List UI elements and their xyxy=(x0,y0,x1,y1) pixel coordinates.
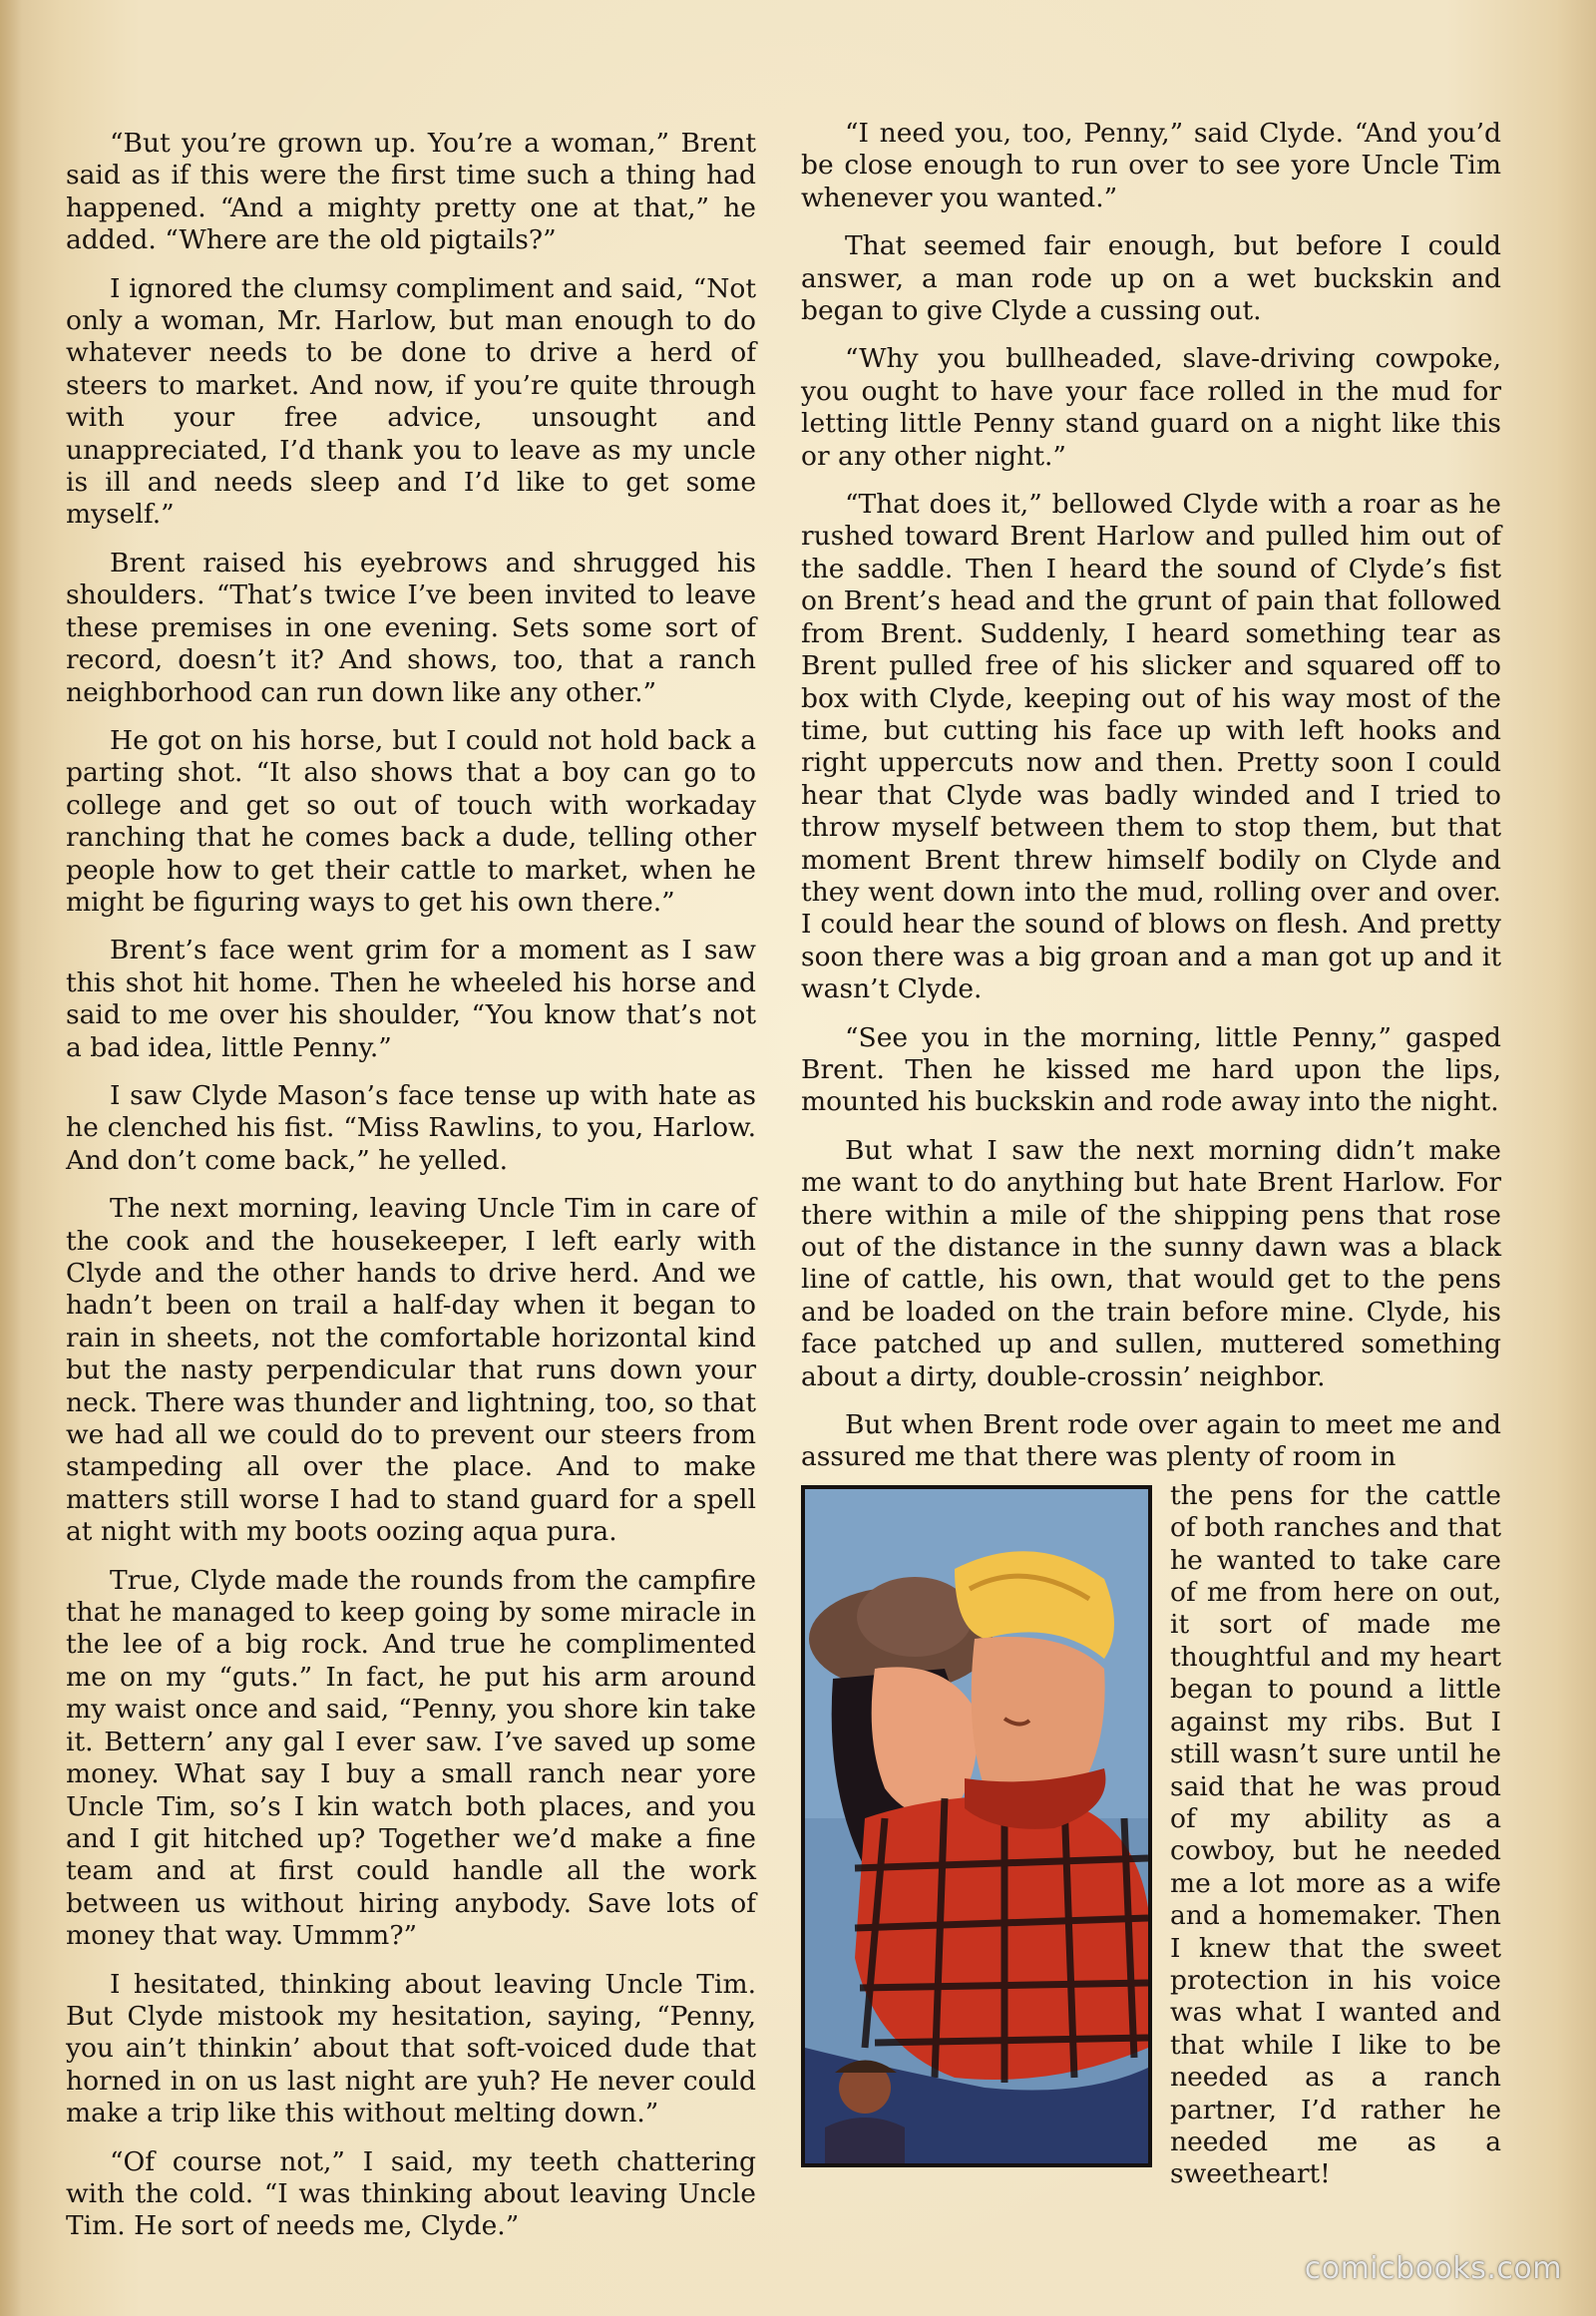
right-text-column xyxy=(801,118,1501,2191)
wrapped-paragraph: the pens for the cattle of both ranches and that he wanted to take care of me from here on out, it sort of made me thoughtful and my heart began to pound a little against my ribs. But I still wasn’t sure until he said that he was proud of my ability as a cowboy, but he needed me a lot more as a wife and a homemaker. Then I knew that the sweet protection in his voice was what I wanted and that while I like to be needed as a ranch partner, I’d rather he needed me as a sweetheart! xyxy=(1170,1479,1501,2190)
paragraph: “That does it,” bellowed Clyde with a roar as he rushed toward Brent Harlow and pulled him out of the saddle. Then I heard the sound of Clyde’s fist on Brent’s head and the grunt of pain that followed from Brent. Suddenly, I heard something tear as Brent pulled free of his slicker and squared off to box with Clyde, keeping out of his way most of the time, but cutting his face up with left hooks and right uppercuts now and then. Pretty soon I could hear that Clyde was badly winded and I tried to throw myself between them to stop them, but that moment Brent threw himself bodily on Clyde and they went down into the mud, rolling over and over. I could hear the sound of blows on flesh. And pretty soon there was a big groan and a man got up and it wasn’t Clyde. xyxy=(801,489,1501,1005)
watermark: comicbooks.com xyxy=(1304,2251,1562,2286)
paragraph: “Of course not,” I said, my teeth chattering with the cold. “I was thinking about leaving Uncle Tim. He sort of needs me, Clyde.” xyxy=(66,2145,756,2242)
kissing-couple-illustration xyxy=(801,1485,1152,2167)
paragraph: “I need you, too, Penny,” said Clyde. “And you’d be close enough to run over to see yore Uncle Tim whenever you wanted.” xyxy=(801,118,1501,213)
paragraph: True, Clyde made the rounds from the campfire that he managed to keep going by some miracle in the lee of a big rock. And true he complimented me on my “guts.” In fact, he put his arm around my waist once and said, “Penny, you shore kin take it. Bettern’ any gal I ever saw. I’ve saved up some money. What say I buy a small ranch near yore Uncle Tim, so’s I kin watch both places, and you and I git hitched up? Together we’d make a fine team and at first could handle all the work between us without hiring anybody. Save lots of money that way. Ummm?” xyxy=(66,1564,756,1952)
paragraph: Brent’s face went grim for a moment as I saw this shot hit home. Then he wheeled his horse and said to me over his shoulder, “You know that’s not a bad idea, little Penny.” xyxy=(66,935,756,1063)
paragraph: Brent raised his eyebrows and shrugged his shoulders. “That’s twice I’ve been invited to leave these premises in one evening. Sets some sort of record, doesn’t it? And shows, too, that a ranch neighborhood can run down like any other.” xyxy=(66,547,756,708)
paragraph: The next morning, leaving Uncle Tim in care of the cook and the housekeeper, I left early with Clyde and the other hands to drive herd. And we hadn’t been on trail a half-day when it began to rain in sheets, not the comfortable horizontal kind but the nasty perpendicular that runs down your neck. There was thunder and lightning, too, so that we had all we could do to prevent our steers from stampeding all over the place. And to make matters still worse I had to stand guard for a spell at night with my boots oozing aqua pura. xyxy=(66,1193,756,1548)
paragraph: “But you’re grown up. You’re a woman,” Brent said as if this were the first time such a thing had happened. “And a mighty pretty one at that,” he added. “Where are the old pigtails?” xyxy=(66,128,756,256)
paragraph: He got on his horse, but I could not hold back a parting shot. “It also shows that a boy can go to college and get so out of touch with workaday ranching that he comes back a dude, telling other people how to get their cattle to market, when he might be figuring ways to get his own there.” xyxy=(66,724,756,918)
paragraph: I hesitated, thinking about leaving Uncle Tim. But Clyde mistook my hesitation, saying, “Penny, you ain’t thinkin’ about that soft-voiced dude that horned in on us last night are yuh? He never could make a trip like this without melting down.” xyxy=(66,1968,756,2129)
paragraph: But when Brent rode over again to meet me and assured me that there was plenty of room in xyxy=(801,1409,1501,1473)
illustration-icon xyxy=(805,1489,1148,2163)
paragraph: “See you in the morning, little Penny,” gasped Brent. Then he kissed me hard upon the lips, mounted his buckskin and rode away into the night. xyxy=(801,1021,1501,1118)
paragraph: I saw Clyde Mason’s face tense up with hate as he clenched his fist. “Miss Rawlins, to you, Harlow. And don’t come back,” he yelled. xyxy=(66,1079,756,1176)
paragraph: But what I saw the next morning didn’t make me want to do anything but hate Brent Harlow. For there within a mile of the shipping pens that rose out of the distance in the sunny dawn was a black line of cattle, his own, that would get to the pens and be loaded on the train before mine. Clyde, his face patched up and sullen, muttered something about a dirty, double-crossin’ neighbor. xyxy=(801,1134,1501,1392)
paragraph: “Why you bullheaded, slave-driving cowpoke, you ought to have your face rolled in the mud for letting little Penny stand guard on a night like this or any other night.” xyxy=(801,343,1501,472)
paragraph: I ignored the clumsy compliment and said, “Not only a woman, Mr. Harlow, but man enough to do whatever needs to be done to drive a herd of steers to market. And now, if you’re quite through with your free advice, unsought and unappreciated, I’d thank you to leave as my uncle is ill and needs sleep and I’d like to get some myself.” xyxy=(66,272,756,531)
paragraph: That seemed fair enough, but before I could answer, a man rode up on a wet buckskin and began to give Clyde a cussing out. xyxy=(801,230,1501,327)
left-text-column xyxy=(66,128,756,2259)
